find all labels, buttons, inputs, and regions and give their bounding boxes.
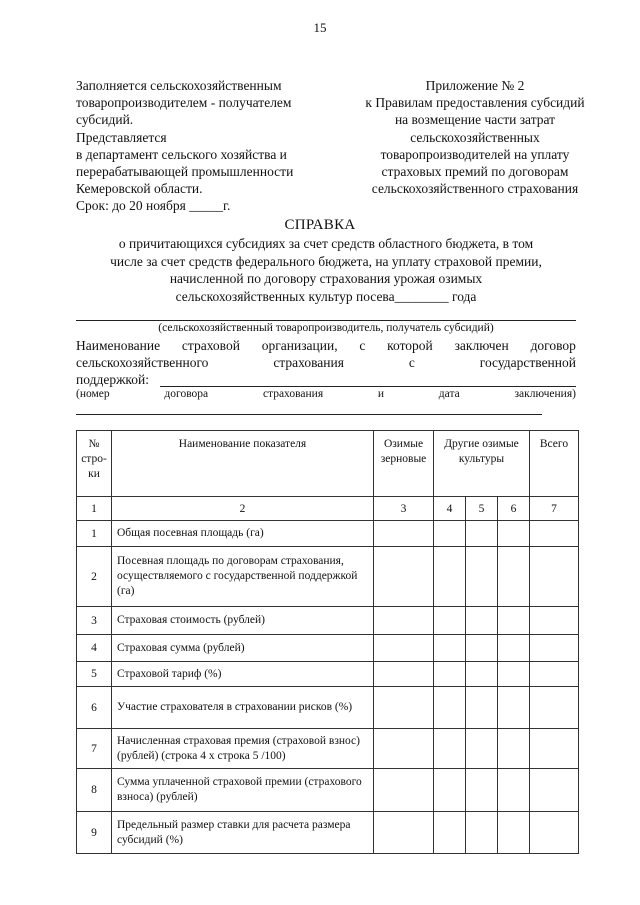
row-number: 2 bbox=[77, 547, 112, 607]
table-row bbox=[77, 607, 579, 635]
value-cell[interactable] bbox=[374, 812, 434, 854]
deadline-line: Срок: до 20 ноября _____г. bbox=[76, 198, 231, 214]
value-cell[interactable] bbox=[466, 662, 498, 687]
row-indicator: Общая посевная площадь (га) bbox=[112, 521, 374, 547]
col-header-total: Всего bbox=[530, 431, 579, 497]
row-number: 1 bbox=[77, 521, 112, 547]
appendix-line: сельскохозяйственных bbox=[410, 129, 540, 145]
appendix-line: на возмещение части затрат bbox=[394, 112, 556, 128]
column-number-row bbox=[77, 497, 579, 521]
header-left-line: в департамент сельского хозяйства и bbox=[76, 146, 287, 162]
row-number: 6 bbox=[77, 687, 112, 729]
value-cell[interactable] bbox=[434, 687, 466, 729]
column-number: 1 bbox=[77, 497, 112, 521]
row-indicator: Начисленная страховая премия (страховой взнос) (рублей) (строка 4 х строка 5 /100) bbox=[112, 729, 374, 769]
value-cell[interactable] bbox=[466, 769, 498, 812]
document-subtitle bbox=[76, 235, 576, 305]
row-number: 8 bbox=[77, 769, 112, 812]
table-header-row bbox=[77, 431, 579, 497]
value-cell[interactable] bbox=[498, 729, 530, 769]
word: которой bbox=[387, 338, 433, 353]
value-cell[interactable] bbox=[530, 769, 579, 812]
value-cell[interactable] bbox=[466, 635, 498, 662]
column-number: 7 bbox=[530, 497, 579, 521]
table-row bbox=[77, 769, 579, 812]
value-cell[interactable] bbox=[434, 607, 466, 635]
insurer-text bbox=[76, 337, 576, 389]
subtitle-line: начисленной по договору страхования урожая озимых bbox=[169, 271, 483, 286]
row-number: 9 bbox=[77, 812, 112, 854]
table-row bbox=[77, 662, 579, 687]
value-cell[interactable] bbox=[530, 812, 579, 854]
table-row bbox=[77, 635, 579, 662]
row-number: 7 bbox=[77, 729, 112, 769]
word: договор bbox=[530, 338, 576, 353]
value-cell[interactable] bbox=[374, 521, 434, 547]
row-number: 5 bbox=[77, 662, 112, 687]
value-cell[interactable] bbox=[530, 521, 579, 547]
value-cell[interactable] bbox=[498, 812, 530, 854]
value-cell[interactable] bbox=[466, 521, 498, 547]
row-indicator: Предельный размер ставки для расчета размера субсидий (%) bbox=[112, 812, 374, 854]
word: страхования bbox=[273, 355, 344, 371]
row-indicator: Страховой тариф (%) bbox=[112, 662, 374, 687]
value-cell[interactable] bbox=[374, 769, 434, 812]
col-header-name: Наименование показателя bbox=[112, 431, 374, 497]
page-number: 15 bbox=[313, 20, 327, 35]
appendix-line: Приложение № 2 bbox=[425, 78, 525, 93]
word: с bbox=[408, 355, 415, 371]
header-left-line: Кемеровской области. bbox=[76, 181, 203, 197]
value-cell[interactable] bbox=[434, 521, 466, 547]
value-cell[interactable] bbox=[498, 687, 530, 729]
appendix-line: к Правилам предоставления субсидий bbox=[365, 95, 585, 111]
column-number: 3 bbox=[374, 497, 434, 521]
appendix-header-block bbox=[340, 77, 610, 197]
header-left-block bbox=[76, 77, 346, 215]
column-number: 5 bbox=[466, 497, 498, 521]
value-cell[interactable] bbox=[434, 662, 466, 687]
value-cell[interactable] bbox=[374, 635, 434, 662]
value-cell[interactable] bbox=[530, 729, 579, 769]
value-cell[interactable] bbox=[374, 607, 434, 635]
value-cell[interactable] bbox=[434, 812, 466, 854]
col-header-num: № стро-ки bbox=[77, 431, 112, 497]
value-cell[interactable] bbox=[466, 607, 498, 635]
value-cell[interactable] bbox=[530, 662, 579, 687]
word: организации, bbox=[261, 338, 338, 353]
value-cell[interactable] bbox=[530, 547, 579, 607]
word: (номер bbox=[76, 388, 110, 400]
producer-fill-line[interactable] bbox=[76, 320, 576, 321]
row-indicator: Страховая сумма (рублей) bbox=[112, 635, 374, 662]
table-row bbox=[77, 521, 579, 547]
word: страхования bbox=[262, 388, 324, 400]
word: Наименование bbox=[76, 338, 161, 353]
column-number: 6 bbox=[498, 497, 530, 521]
word: сельскохозяйственного bbox=[76, 355, 209, 371]
table-row bbox=[77, 812, 579, 854]
appendix-line: сельскохозяйственного страхования bbox=[371, 181, 579, 197]
header-left-line: субсидий. bbox=[76, 112, 134, 128]
insurer-line-2 bbox=[76, 354, 576, 371]
word: договора bbox=[164, 388, 209, 400]
value-cell[interactable] bbox=[374, 729, 434, 769]
row-indicator: Страховая стоимость (рублей) bbox=[112, 607, 374, 635]
value-cell[interactable] bbox=[466, 547, 498, 607]
subtitle-line: числе за счет средств федерального бюджета, на уплату страховой премии, bbox=[110, 253, 542, 269]
value-cell[interactable] bbox=[498, 547, 530, 607]
table-row bbox=[77, 729, 579, 769]
value-cell[interactable] bbox=[530, 687, 579, 729]
word: страховой bbox=[181, 338, 240, 353]
producer-caption: (сельскохозяйственный товаропроизводитель, получатель субсидий) bbox=[158, 322, 494, 334]
row-indicator: Посевная площадь по договорам страхования, осуществляемого с государственной поддержкой (га) bbox=[112, 547, 374, 607]
value-cell[interactable] bbox=[434, 769, 466, 812]
row-indicator: Участие страхователя в страховании рисков (%) bbox=[112, 687, 374, 729]
value-cell[interactable] bbox=[530, 607, 579, 635]
value-cell[interactable] bbox=[530, 635, 579, 662]
appendix-line: товаропроизводителей на уплату bbox=[380, 146, 570, 162]
value-cell[interactable] bbox=[498, 521, 530, 547]
value-cell[interactable] bbox=[466, 812, 498, 854]
appendix-line: страховых премий по договорам bbox=[381, 164, 569, 180]
word: дата bbox=[438, 388, 460, 400]
value-cell[interactable] bbox=[374, 547, 434, 607]
header-left-line: товаропроизводителем - получателем bbox=[76, 95, 292, 111]
row-number: 3 bbox=[77, 607, 112, 635]
value-cell[interactable] bbox=[434, 635, 466, 662]
value-cell[interactable] bbox=[466, 729, 498, 769]
word: и bbox=[377, 388, 385, 400]
row-number: 4 bbox=[77, 635, 112, 662]
column-number: 4 bbox=[434, 497, 466, 521]
column-number: 2 bbox=[112, 497, 374, 521]
header-left-line: Представляется bbox=[76, 129, 167, 145]
value-cell[interactable] bbox=[434, 547, 466, 607]
word: заключения) bbox=[514, 388, 576, 400]
col-header-winter-grain: Озимые зерновые bbox=[374, 431, 434, 497]
table-row bbox=[77, 687, 579, 729]
value-cell[interactable] bbox=[498, 769, 530, 812]
insurer-fill-line[interactable] bbox=[160, 386, 576, 387]
value-cell[interactable] bbox=[434, 729, 466, 769]
word: заключен bbox=[454, 338, 509, 353]
insurer-line-3: поддержкой: bbox=[76, 372, 149, 388]
value-cell[interactable] bbox=[374, 687, 434, 729]
word: государственной bbox=[479, 355, 576, 371]
row-indicator: Сумма уплаченной страховой премии (страхового взноса) (рублей) bbox=[112, 769, 374, 812]
insurer-line-1 bbox=[76, 337, 576, 354]
value-cell[interactable] bbox=[498, 607, 530, 635]
header-left-line: Заполняется сельскохозяйственным bbox=[76, 78, 282, 93]
subtitle-line: сельскохозяйственных культур посева________ года bbox=[175, 288, 477, 304]
subsidy-table bbox=[76, 430, 579, 854]
value-cell[interactable] bbox=[498, 635, 530, 662]
value-cell[interactable] bbox=[374, 662, 434, 687]
value-cell[interactable] bbox=[466, 687, 498, 729]
col-header-other-winter: Другие озимые культуры bbox=[434, 431, 530, 497]
table-row bbox=[77, 547, 579, 607]
contract-fill-line[interactable] bbox=[76, 414, 542, 415]
subtitle-line: о причитающихся субсидиях за счет средств областного бюджета, в том bbox=[118, 236, 534, 251]
word: с bbox=[359, 338, 366, 353]
header-left-line: перерабатывающей промышленности bbox=[76, 164, 294, 180]
value-cell[interactable] bbox=[498, 662, 530, 687]
document-title: СПРАВКА bbox=[284, 217, 356, 233]
contract-caption bbox=[76, 388, 576, 400]
